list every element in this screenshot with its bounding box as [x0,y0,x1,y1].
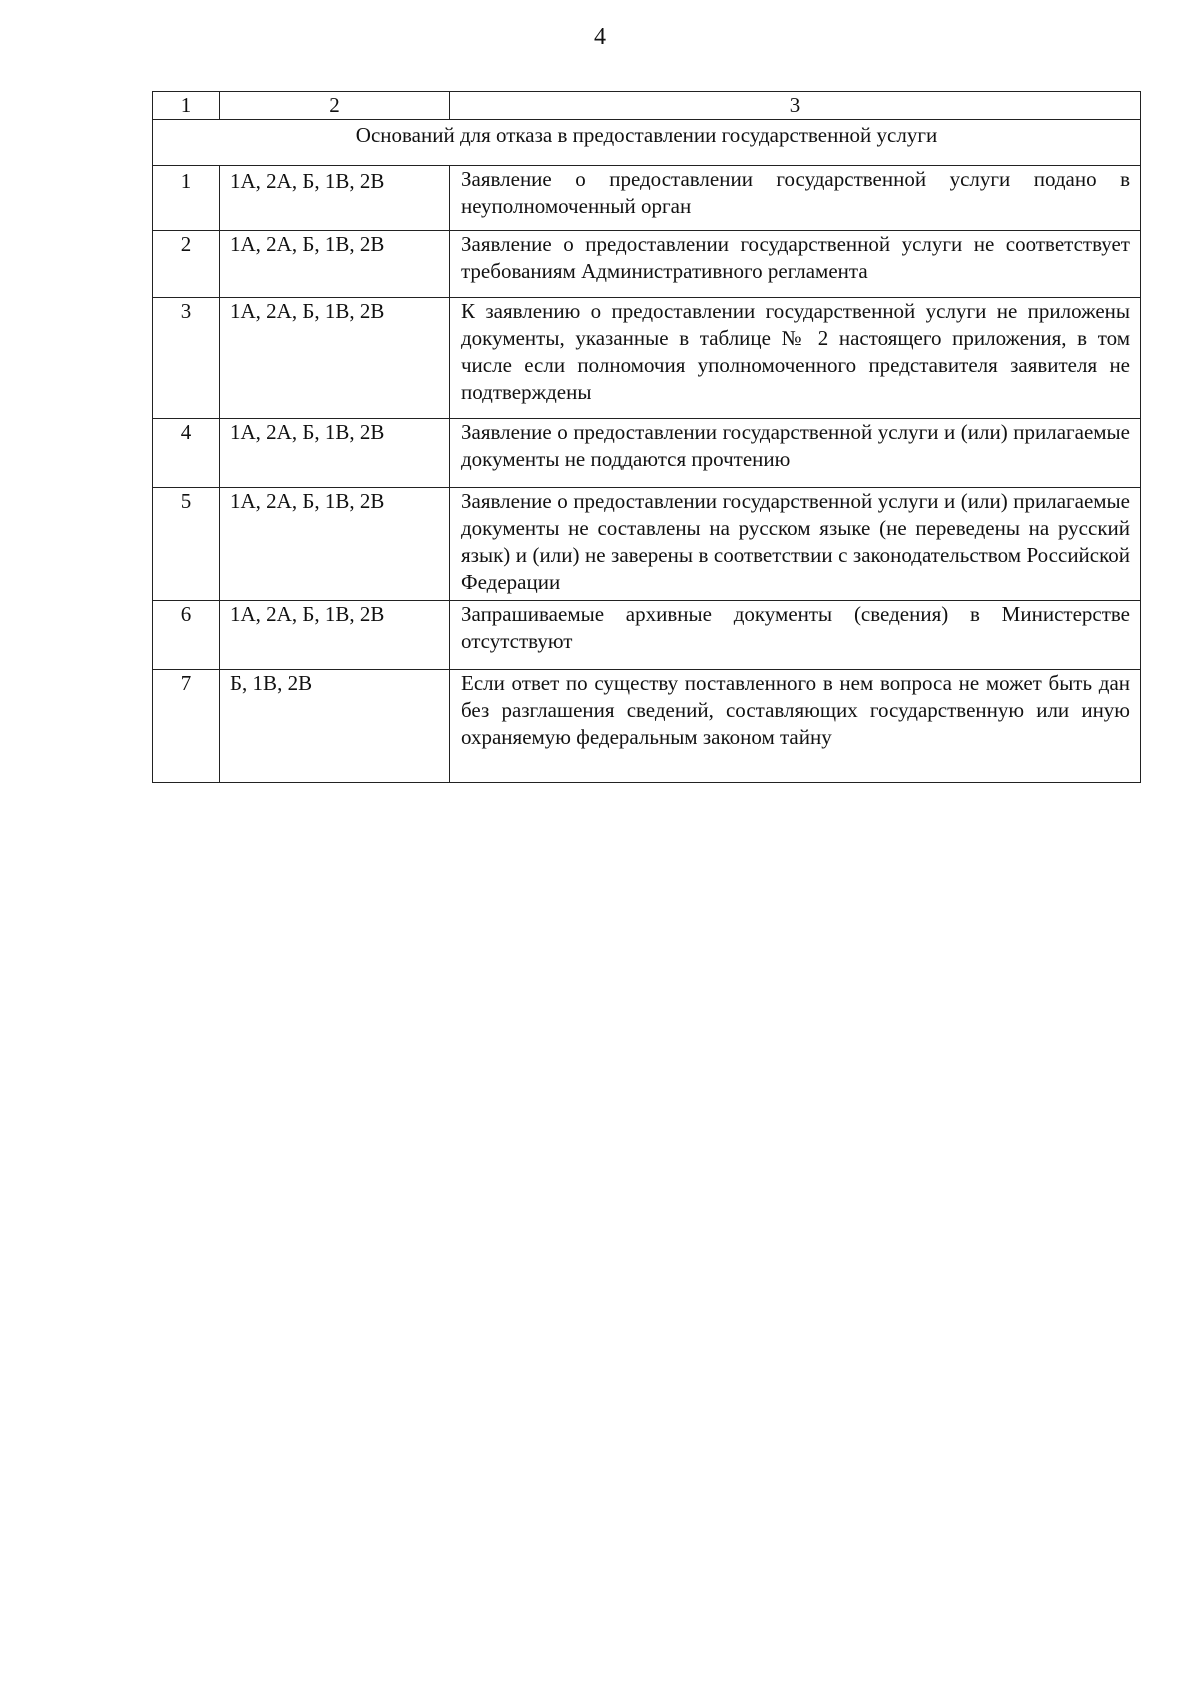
row-number: 7 [153,670,220,783]
row-codes: 1А, 2А, Б, 1В, 2В [220,166,450,231]
row-description: Запрашиваемые архивные документы (сведения) в Министерстве отсутствуют [450,601,1141,670]
refusal-grounds-table [152,91,1141,783]
row-codes: 1А, 2А, Б, 1В, 2В [220,298,450,419]
row-description: Заявление о предоставлении государственной услуги и (или) прилагаемые документы не поддаются прочтению [450,419,1141,488]
table-row [153,298,1141,419]
row-number: 1 [153,166,220,231]
row-description: Если ответ по существу поставленного в нем вопроса не может быть дан без разглашения сведений, составляющих государственную или иную охраняемую федеральным законом тайну [450,670,1141,783]
table-row [153,670,1141,783]
row-codes: Б, 1В, 2В [220,670,450,783]
row-number: 5 [153,488,220,601]
row-codes: 1А, 2А, Б, 1В, 2В [220,488,450,601]
row-codes: 1А, 2А, Б, 1В, 2В [220,601,450,670]
row-codes: 1А, 2А, Б, 1В, 2В [220,419,450,488]
table-row [153,419,1141,488]
row-description: К заявлению о предоставлении государственной услуги не приложены документы, указанные в таблице № 2 настоящего приложения, в том числе если полномочия уполномоченного представителя заявителя не подтверждены [450,298,1141,419]
table-row [153,231,1141,298]
table-row [153,488,1141,601]
row-number: 2 [153,231,220,298]
row-number: 3 [153,298,220,419]
row-codes: 1А, 2А, Б, 1В, 2В [220,231,450,298]
column-header-1: 1 [153,92,220,120]
row-description: Заявление о предоставлении государственной услуги и (или) прилагаемые документы не составлены на русском языке (не переведены на русский язык) и (или) не заверены в соответствии с законодательством Российской Федерации [450,488,1141,601]
row-number: 4 [153,419,220,488]
row-description: Заявление о предоставлении государственной услуги не соответствует требованиям Административного регламента [450,231,1141,298]
column-header-2: 2 [220,92,450,120]
table-row [153,601,1141,670]
section-title: Оснований для отказа в предоставлении государственной услуги [153,120,1141,166]
table-row [153,166,1141,231]
row-number: 6 [153,601,220,670]
table-header-row [153,92,1141,120]
row-description: Заявление о предоставлении государственной услуги подано в неуполномоченный орган [450,166,1141,231]
column-header-3: 3 [450,92,1141,120]
page-number: 4 [594,24,606,50]
section-title-row [153,120,1141,166]
